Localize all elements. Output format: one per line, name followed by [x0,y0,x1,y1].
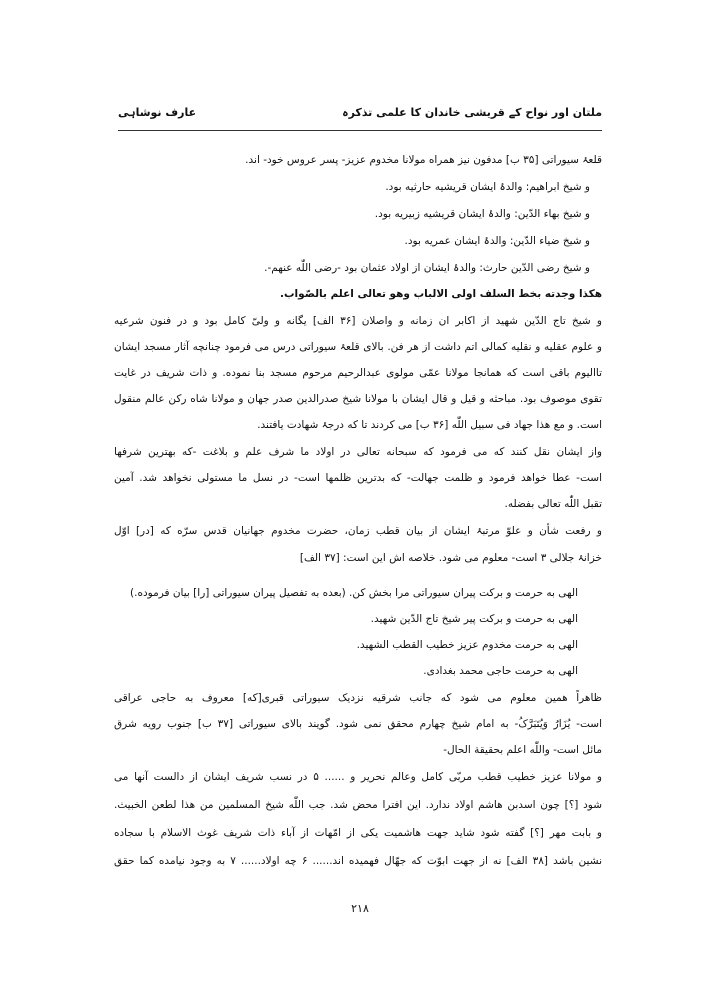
running-header [118,106,602,126]
prayer-line: الهی به حرمت و برکت پیران سیوراتی مرا بخش کن. (بعده به تفصیل پیران سیوراتی [را] بیان فرموده.) [130,587,578,599]
body-line: است- عطا خواهد فرمود و ظلمت جهالت- که بدترین ظلمها است- در نسل ما مستولی نخواهد شد. آمین [114,472,602,484]
body-line: تاالیوم باقی است که همانجا مولانا عمّی مولوی عبدالرحیم مرحوم مسجد بنا نموده. و ذات شریف در غایت [114,367,602,379]
body-line: و بابت مهر [؟] گفته شود شاید جهت هاشمیت یکی از امّهات از آباء ذات شریف غوث الاسلام با سجاده [114,827,602,839]
body-line: هکذا وجدته بخط السلف اولی الالباب وهو تعالی اعلم بالصّواب. [280,288,602,300]
body-line: و رفعت شأن و علوّ مرتبۂ ایشان از بیان قطب زمان، حضرت مخدوم جهانیان قدس سرّه که [در] اوّل [114,525,602,537]
prayer-line: الهی به حرمت و برکت پیر شیخ تاج الدّین شهید. [370,613,578,625]
body-line: قلعۂ سیوراتی [۳۵ ب] مدفون نیز همراه مولانا مخدوم عزیز- پسر عروس خود- اند. [245,154,602,166]
body-line: است. و مع هذا جهاد فی سبیل اللّٰه [۳۶ ب] می کردند تا که درجۂ شهادت یافتند. [257,419,602,431]
page-number: ۲۱۸ [351,902,369,915]
list-item: و شیخ بهاء الدّین: والدۂ ایشان قریشیه زبیریه بود. [374,208,590,220]
body-line: ظاهراً همین معلوم می شود که جانب شرقیه نزدیک سیوراتی قبری[که] معروف به حاجی عراقی [114,692,602,704]
body-line: شود [؟] چون اسدبن هاشم اولاد ندارد. این افترا محض شد. جب اللّٰه شیخ المسلمین من هذا لطعن الخبیث. [114,799,602,811]
header-rule [118,130,602,131]
body-line: تقوی موصوف بود. مباحثه و قیل و قال ایشان با مولانا شیخ صدرالدین صدر جهان و مولانا شاه رکن عالم منقول [114,393,602,405]
body-line: نشین باشد [۳۸ الف] نه از جهت ابوّت که جهّال فهمیده اند...... ۶ چه اولاد...... ۷ به وجود نیامده کما حقق [114,855,602,867]
body-line: است- یُزَارُ وَیُتَبَرَّکُ- به امام شیخ چهارم محقق نمی شود. گویند بالای سیوراتی [۳۷ ب] جنوب رویه شرق [114,718,602,730]
list-item: و شیخ ضیاء الدّین: والدۂ ایشان عمریه بود. [404,235,590,247]
body-line: مائل است- واللّٰه اعلم بحقیقة الحال- [443,744,602,756]
header-author: عارف نوشاہی [118,106,197,119]
list-item: و شیخ ابراهیم: والدۂ ایشان قریشیه حارثیه بود. [385,181,590,193]
body-line: خزانۂ جلالی ۳ است- معلوم می شود. خلاصه اش این است: [۳۷ الف] [299,552,602,564]
body-line: و مولانا عزیز خطیب قطب مربّی کامل وعالم نحریر و ...... ۵ در نسب شریف ایشان از دالست آنها می [114,771,602,783]
prayer-line: الهی به حرمت مخدوم عزیز خطیب القطب الشهید. [356,639,578,651]
body-line: تقبل اللّٰه تعالی بفضله. [504,498,602,510]
body-line: و علوم عقلیه و نقلیه کمالی اتم داشت از هر فن. بالای قلعۂ سیوراتی درس می فرمود چنانچه آثار مسجد ایشان [114,341,602,353]
header-title: ملتان اور نواح کے قریشی خاندان کا علمی تذکرہ [342,106,602,119]
body-line: و شیخ تاج الدّین شهید از اکابر ان زمانه و واصلان [۳۶ الف] یگانه و ولیّ کامل بود و در فنون شرعیه [114,315,602,327]
prayer-line: الهی به حرمت حاجی محمد بغدادی. [423,665,578,677]
list-item: و شیخ رضی الدّین حارث: والدۂ ایشان از اولاد عثمان بود -رضی اللّٰه عنهم-. [264,262,590,274]
body-line: واز ایشان نقل کنند که می فرمود که سبحانه تعالی در اولاد ما شرف علم و بلاغت -که بهترین شرفها [114,446,602,458]
